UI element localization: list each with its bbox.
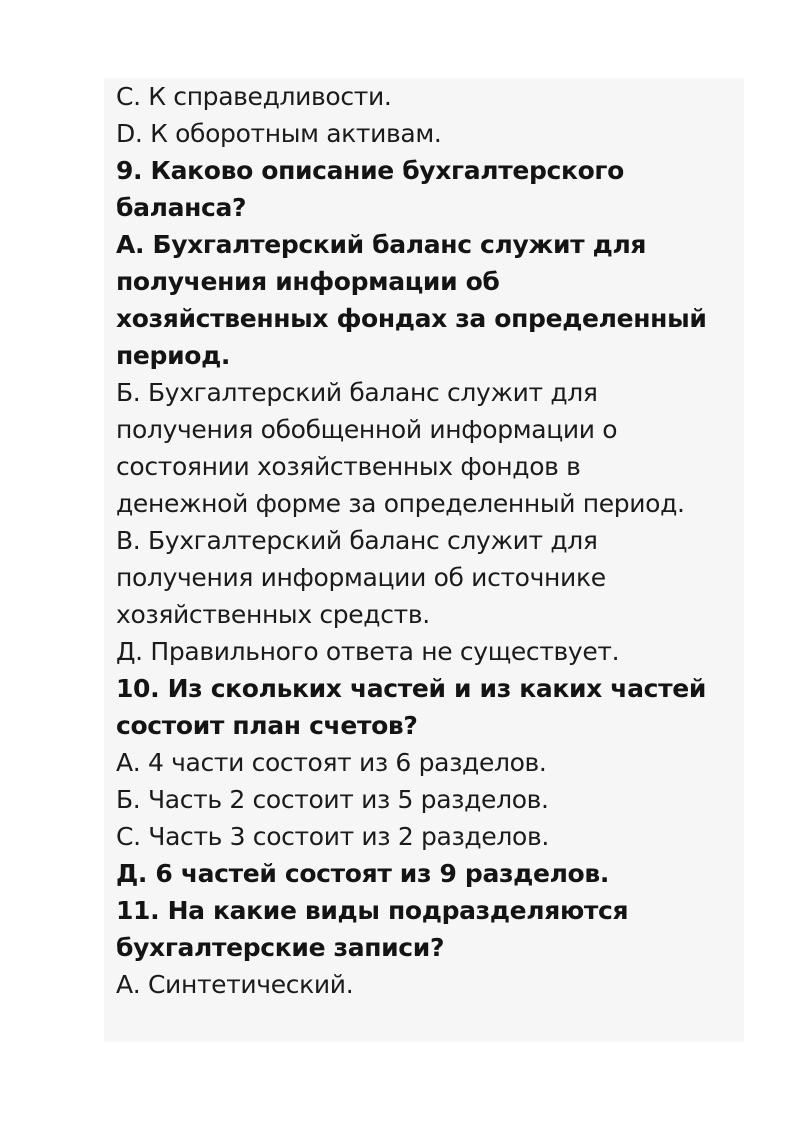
answer-9a-line-2: получения информации об (116, 267, 500, 296)
answer-10d-line: Д. 6 частей состоят из 9 разделов. (116, 859, 609, 888)
answer-10c-line: С. Часть 3 состоит из 2 разделов. (116, 822, 549, 851)
answer-line-d-current-assets: D. К оборотным активам. (116, 119, 442, 148)
answer-9b-line-1: Б. Бухгалтерский баланс служит для (116, 378, 598, 407)
answer-9a-line-4: период. (116, 341, 231, 370)
answer-9v-line-3: хозяйственных средств. (116, 600, 430, 629)
question-11-line-1: 11. На какие виды подразделяются (116, 896, 629, 925)
answer-9a-line-1: А. Бухгалтерский баланс служит для (116, 230, 647, 259)
answer-11a-line: А. Синтетический. (116, 970, 354, 999)
answer-9a-line-3: хозяйственных фондах за определенный (116, 304, 707, 333)
question-10-line-2: состоит план счетов? (116, 711, 418, 740)
question-11-line-2: бухгалтерские записи? (116, 933, 445, 962)
answer-9b-line-3: состоянии хозяйственных фондов в (116, 452, 581, 481)
question-9-line-1: 9. Каково описание бухгалтерского (116, 156, 624, 185)
answer-line-c-justice: C. К справедливости. (116, 82, 392, 111)
quiz-text (116, 78, 744, 1003)
answer-9v-line-2: получения информации об источнике (116, 563, 606, 592)
answer-9d-line: Д. Правильного ответа не существует. (116, 637, 620, 666)
answer-9v-line-1: В. Бухгалтерский баланс служит для (116, 526, 598, 555)
question-9-line-2: баланса? (116, 193, 247, 222)
answer-10a-line: А. 4 части состоят из 6 разделов. (116, 748, 547, 777)
answer-10b-line: Б. Часть 2 состоит из 5 разделов. (116, 785, 549, 814)
question-10-line-1: 10. Из скольких частей и из каких частей (116, 674, 706, 703)
answer-9b-line-2: получения обобщенной информации о (116, 415, 618, 444)
answer-9b-line-4: денежной форме за определенный период. (116, 489, 685, 518)
